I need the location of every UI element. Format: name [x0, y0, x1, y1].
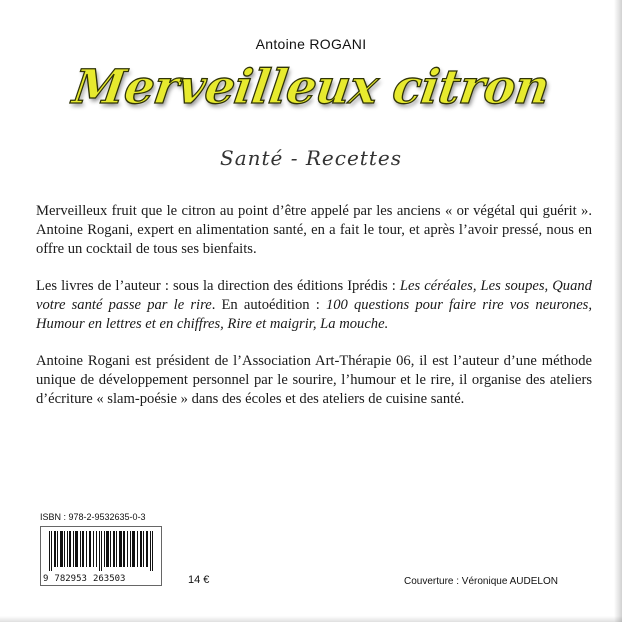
barcode	[40, 526, 162, 586]
isbn-label: ISBN : 978-2-9532635-0-3	[40, 512, 146, 522]
books-self-published-titles: 100 questions pour faire rire vos neurones, Humour en lettres et en chiffres, Rire et maigrir, La mouche.	[36, 297, 592, 332]
barcode-digits	[43, 574, 159, 584]
isbn-barcode-block	[40, 510, 176, 586]
barcode-left-digits: 782953	[54, 574, 87, 584]
books-mid-text: . En autoédition :	[211, 297, 326, 313]
author-name: Antoine ROGANI	[255, 36, 367, 52]
books-ipredis-titles: Les céréales, Les soupes, Quand votre santé passe par le rire	[36, 278, 592, 313]
paragraph-author-books	[36, 277, 592, 334]
book-title: Merveilleux citron	[69, 60, 553, 115]
page-bottom-shadow	[0, 616, 622, 622]
barcode-lead-digit: 9	[43, 574, 49, 584]
book-subtitle: Santé - Recettes	[220, 146, 402, 170]
barcode-bars-icon	[47, 531, 155, 571]
books-intro-text: Les livres de l’auteur : sous la direction des éditions Iprédis :	[36, 278, 400, 294]
back-cover-text	[36, 202, 592, 427]
price: 14 €	[188, 574, 210, 586]
barcode-right-digits: 263503	[92, 574, 126, 584]
paragraph-summary: Merveilleux fruit que le citron au point d’être appelé par les anciens « or végétal qui guérit ». Antoine Rogani, expert en alimentation santé, en a fait le tour, et après l’avoir pressé, nous en offre un cocktail de tous ses bienfaits.	[36, 203, 592, 257]
paragraph-author-bio: Antoine Rogani est président de l’Association Art-Thérapie 06, il est l’auteur d’une méthode unique de développement personnel par le sourire, l’humour et le rire, il organise des ateliers d’écriture « slam-poésie » dans des écoles et des ateliers de cuisine santé.	[36, 353, 592, 407]
cover-credit: Couverture : Véronique AUDELON	[404, 576, 558, 587]
